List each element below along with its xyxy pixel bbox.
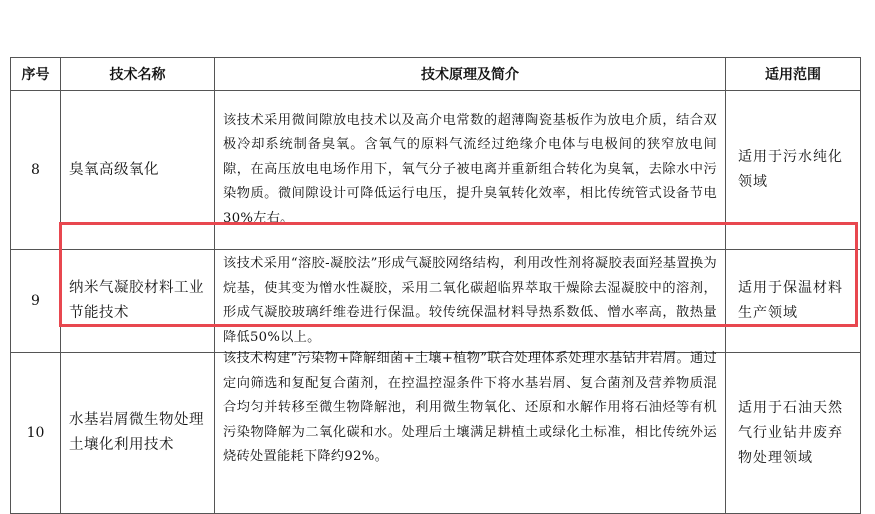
technology-name: 臭氧高级氧化 [61, 91, 215, 250]
row-number: 9 [11, 250, 61, 353]
header-name: 技术名称 [61, 58, 215, 91]
technology-description [215, 353, 726, 514]
row-number: 8 [11, 91, 61, 250]
table-row [11, 353, 861, 514]
header-no: 序号 [11, 58, 61, 91]
table-row [11, 91, 861, 250]
row-number: 10 [11, 353, 61, 514]
application-scope: 适用于污水纯化领域 [726, 91, 861, 250]
technology-name: 水基岩屑微生物处理土壤化利用技术 [61, 353, 215, 514]
technology-table [10, 57, 861, 514]
table-header-row [11, 58, 861, 91]
description-text: 该技术构建“污染物+降解细菌+土壤+植物”联合处理体系处理水基钻井岩屑。通过定向筛选和复配复合菌剂，在控温控湿条件下将水基岩屑、复合菌剂及营养物质混合均匀并转移至微生物降解池，利用微生物氧化、还原和水解作用将石油烃等有机污染物降解为二氧化碳和水。处理后土壤满足耕植土或绿化土标准，相比传统外运烧砖处置能耗下降约92%。 [223, 351, 717, 464]
application-scope: 适用于保温材料生产领域 [726, 250, 861, 353]
application-scope: 适用于石油天然气行业钻井废弃物处理领域 [726, 353, 861, 514]
technology-description: 该技术采用“溶胶-凝胶法”形成气凝胶网络结构，利用改性剂将凝胶表面羟基置换为烷基，使其变为憎水性凝胶，采用二氧化碳超临界萃取干燥除去湿凝胶中的溶剂，形成气凝胶玻璃纤维卷进行保温。较传统保温材料导热系数低、憎水率高，散热量降低50%以上。 [215, 250, 726, 353]
header-description: 技术原理及简介 [215, 58, 726, 91]
header-scope: 适用范围 [726, 58, 861, 91]
technology-name: 纳米气凝胶材料工业节能技术 [61, 250, 215, 353]
table-row [11, 250, 861, 353]
technology-description: 该技术采用微间隙放电技术以及高介电常数的超薄陶瓷基板作为放电介质，结合双极冷却系统制备臭氧。含氧气的原料气流经过绝缘介电体与电极间的狭窄放电间隙，在高压放电电场作用下，氧气分子被电离并重新组合转化为臭氧，去除水中污染物质。微间隙设计可降低运行电压，提升臭氧转化效率，相比传统管式设备节电30%左右。 [215, 91, 726, 250]
